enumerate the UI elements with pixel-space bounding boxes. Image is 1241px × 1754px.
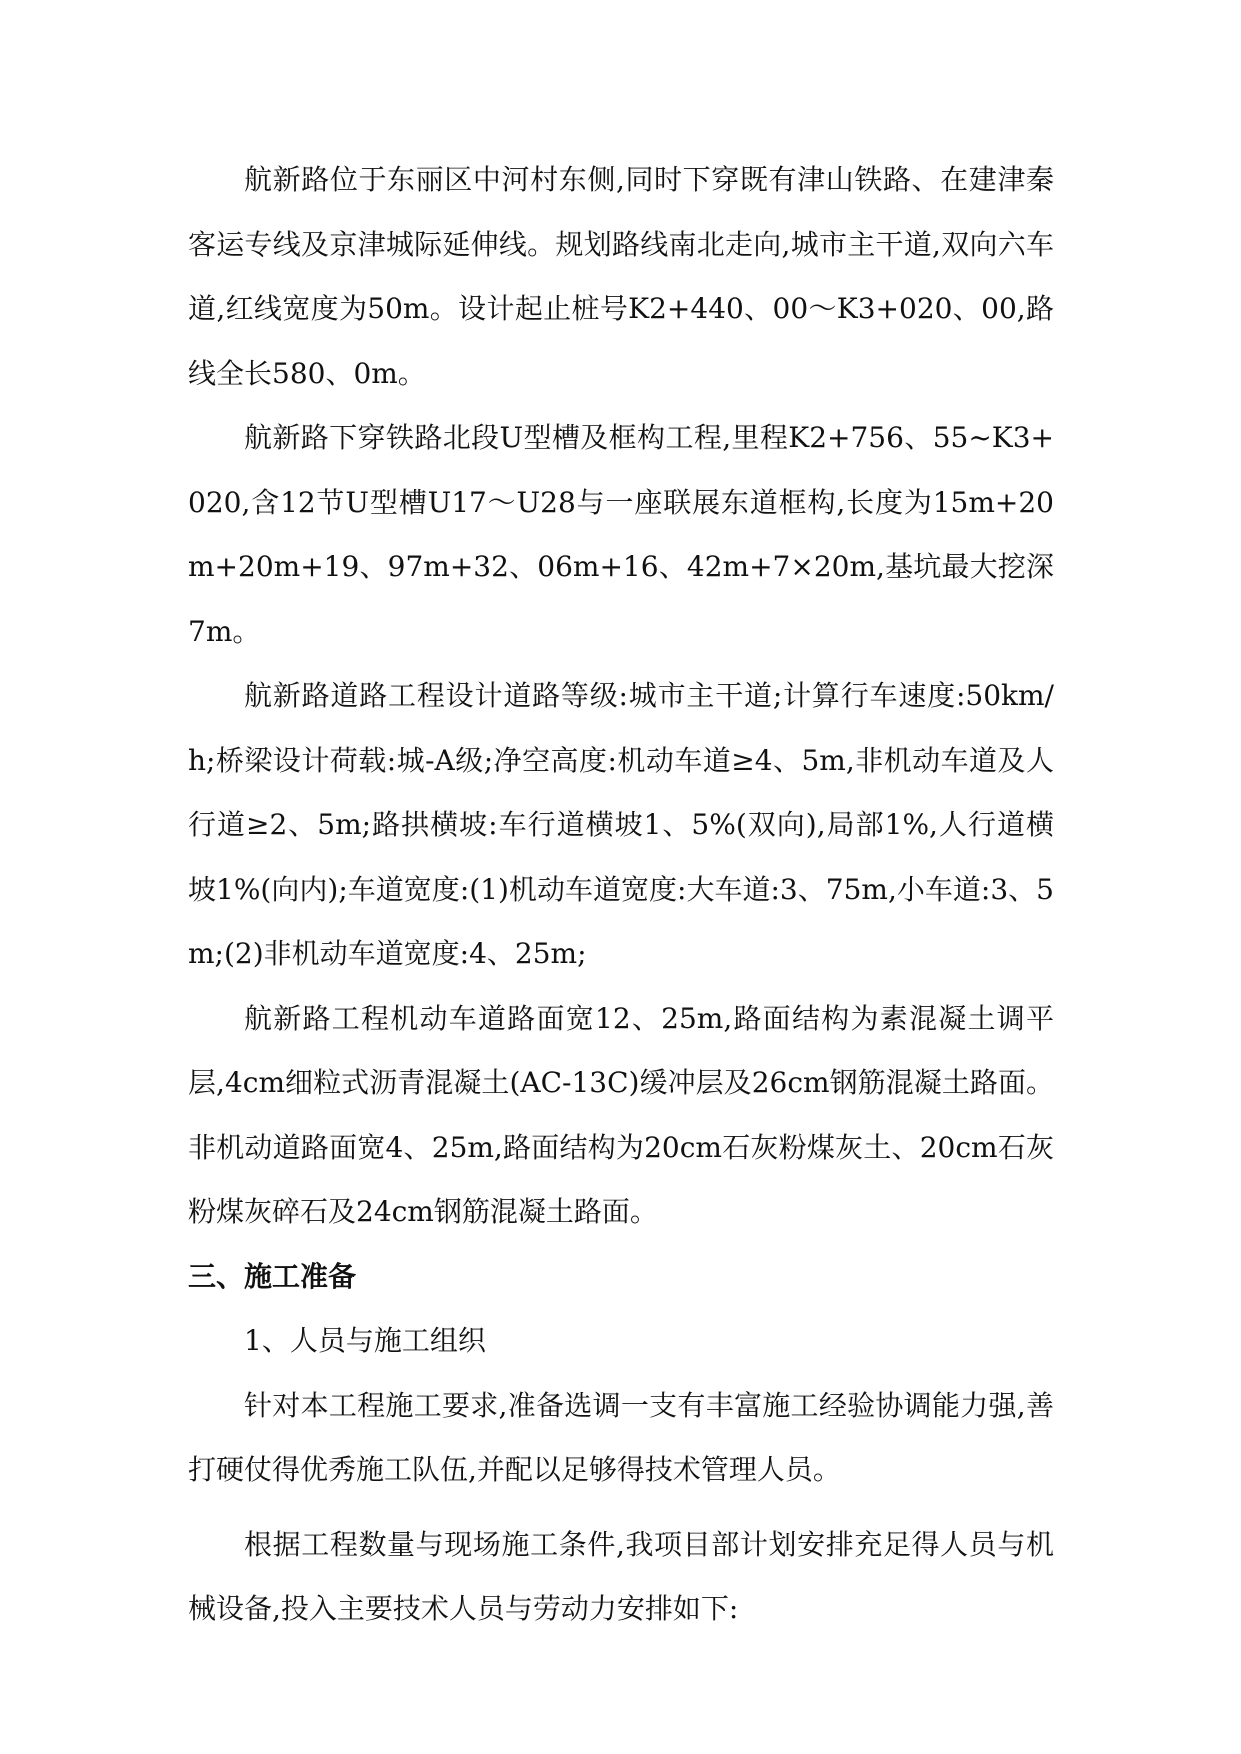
paragraph-road-design-standards: 航新路道路工程设计道路等级:城市主干道;计算行车速度:50km/h;桥梁设计荷载:城-A级;净空高度:机动车道≥4、5m,非机动车道及人行道≥2、5m;路拱横坡:车行道横坡1、5%(双向),局部1%,人行道横坡1%(向内);车道宽度:(1)机动车道宽度:大车道:3、75m,小车道:3、5m;(2)非机动车道宽度:4、25m; [188,679,1054,970]
paragraph-u-trough-section: 航新路下穿铁路北段U型槽及框构工程,里程K2+756、55~K3+020,含12节U型槽U17～U28与一座联展东道框构,长度为15m+20m+20m+19、97m+32、06m+16、42m+7×20m,基坑最大挖深7m。 [188,421,1054,648]
subheading-personnel-organization: 1、人员与施工组织 [244,1324,486,1357]
paragraph-pavement-structure: 航新路工程机动车道路面宽12、25m,路面结构为素混凝土调平层,4cm细粒式沥青混凝土(AC-13C)缓冲层及26cm钢筋混凝土路面。非机动道路面宽4、25m,路面结构为20cm石灰粉煤灰土、20cm石灰粉煤灰碎石及24cm钢筋混凝土路面。 [188,1001,1054,1228]
paragraph-team-selection: 针对本工程施工要求,准备选调一支有丰富施工经验协调能力强,善打硬仗得优秀施工队伍,并配以足够得技术管理人员。 [188,1388,1054,1486]
document-body [188,148,1054,1642]
paragraph-project-location: 航新路位于东丽区中河村东侧,同时下穿既有津山铁路、在建津秦客运专线及京津城际延伸线。规划路线南北走向,城市主干道,双向六车道,红线宽度为50m。设计起止桩号K2+440、00～K3+020、00,路线全长580、0m。 [188,163,1054,390]
paragraph-staffing-plan: 根据工程数量与现场施工条件,我项目部计划安排充足得人员与机械设备,投入主要技术人员与劳动力安排如下: [188,1527,1054,1625]
section-heading-construction-preparation: 三、施工准备 [188,1259,357,1293]
